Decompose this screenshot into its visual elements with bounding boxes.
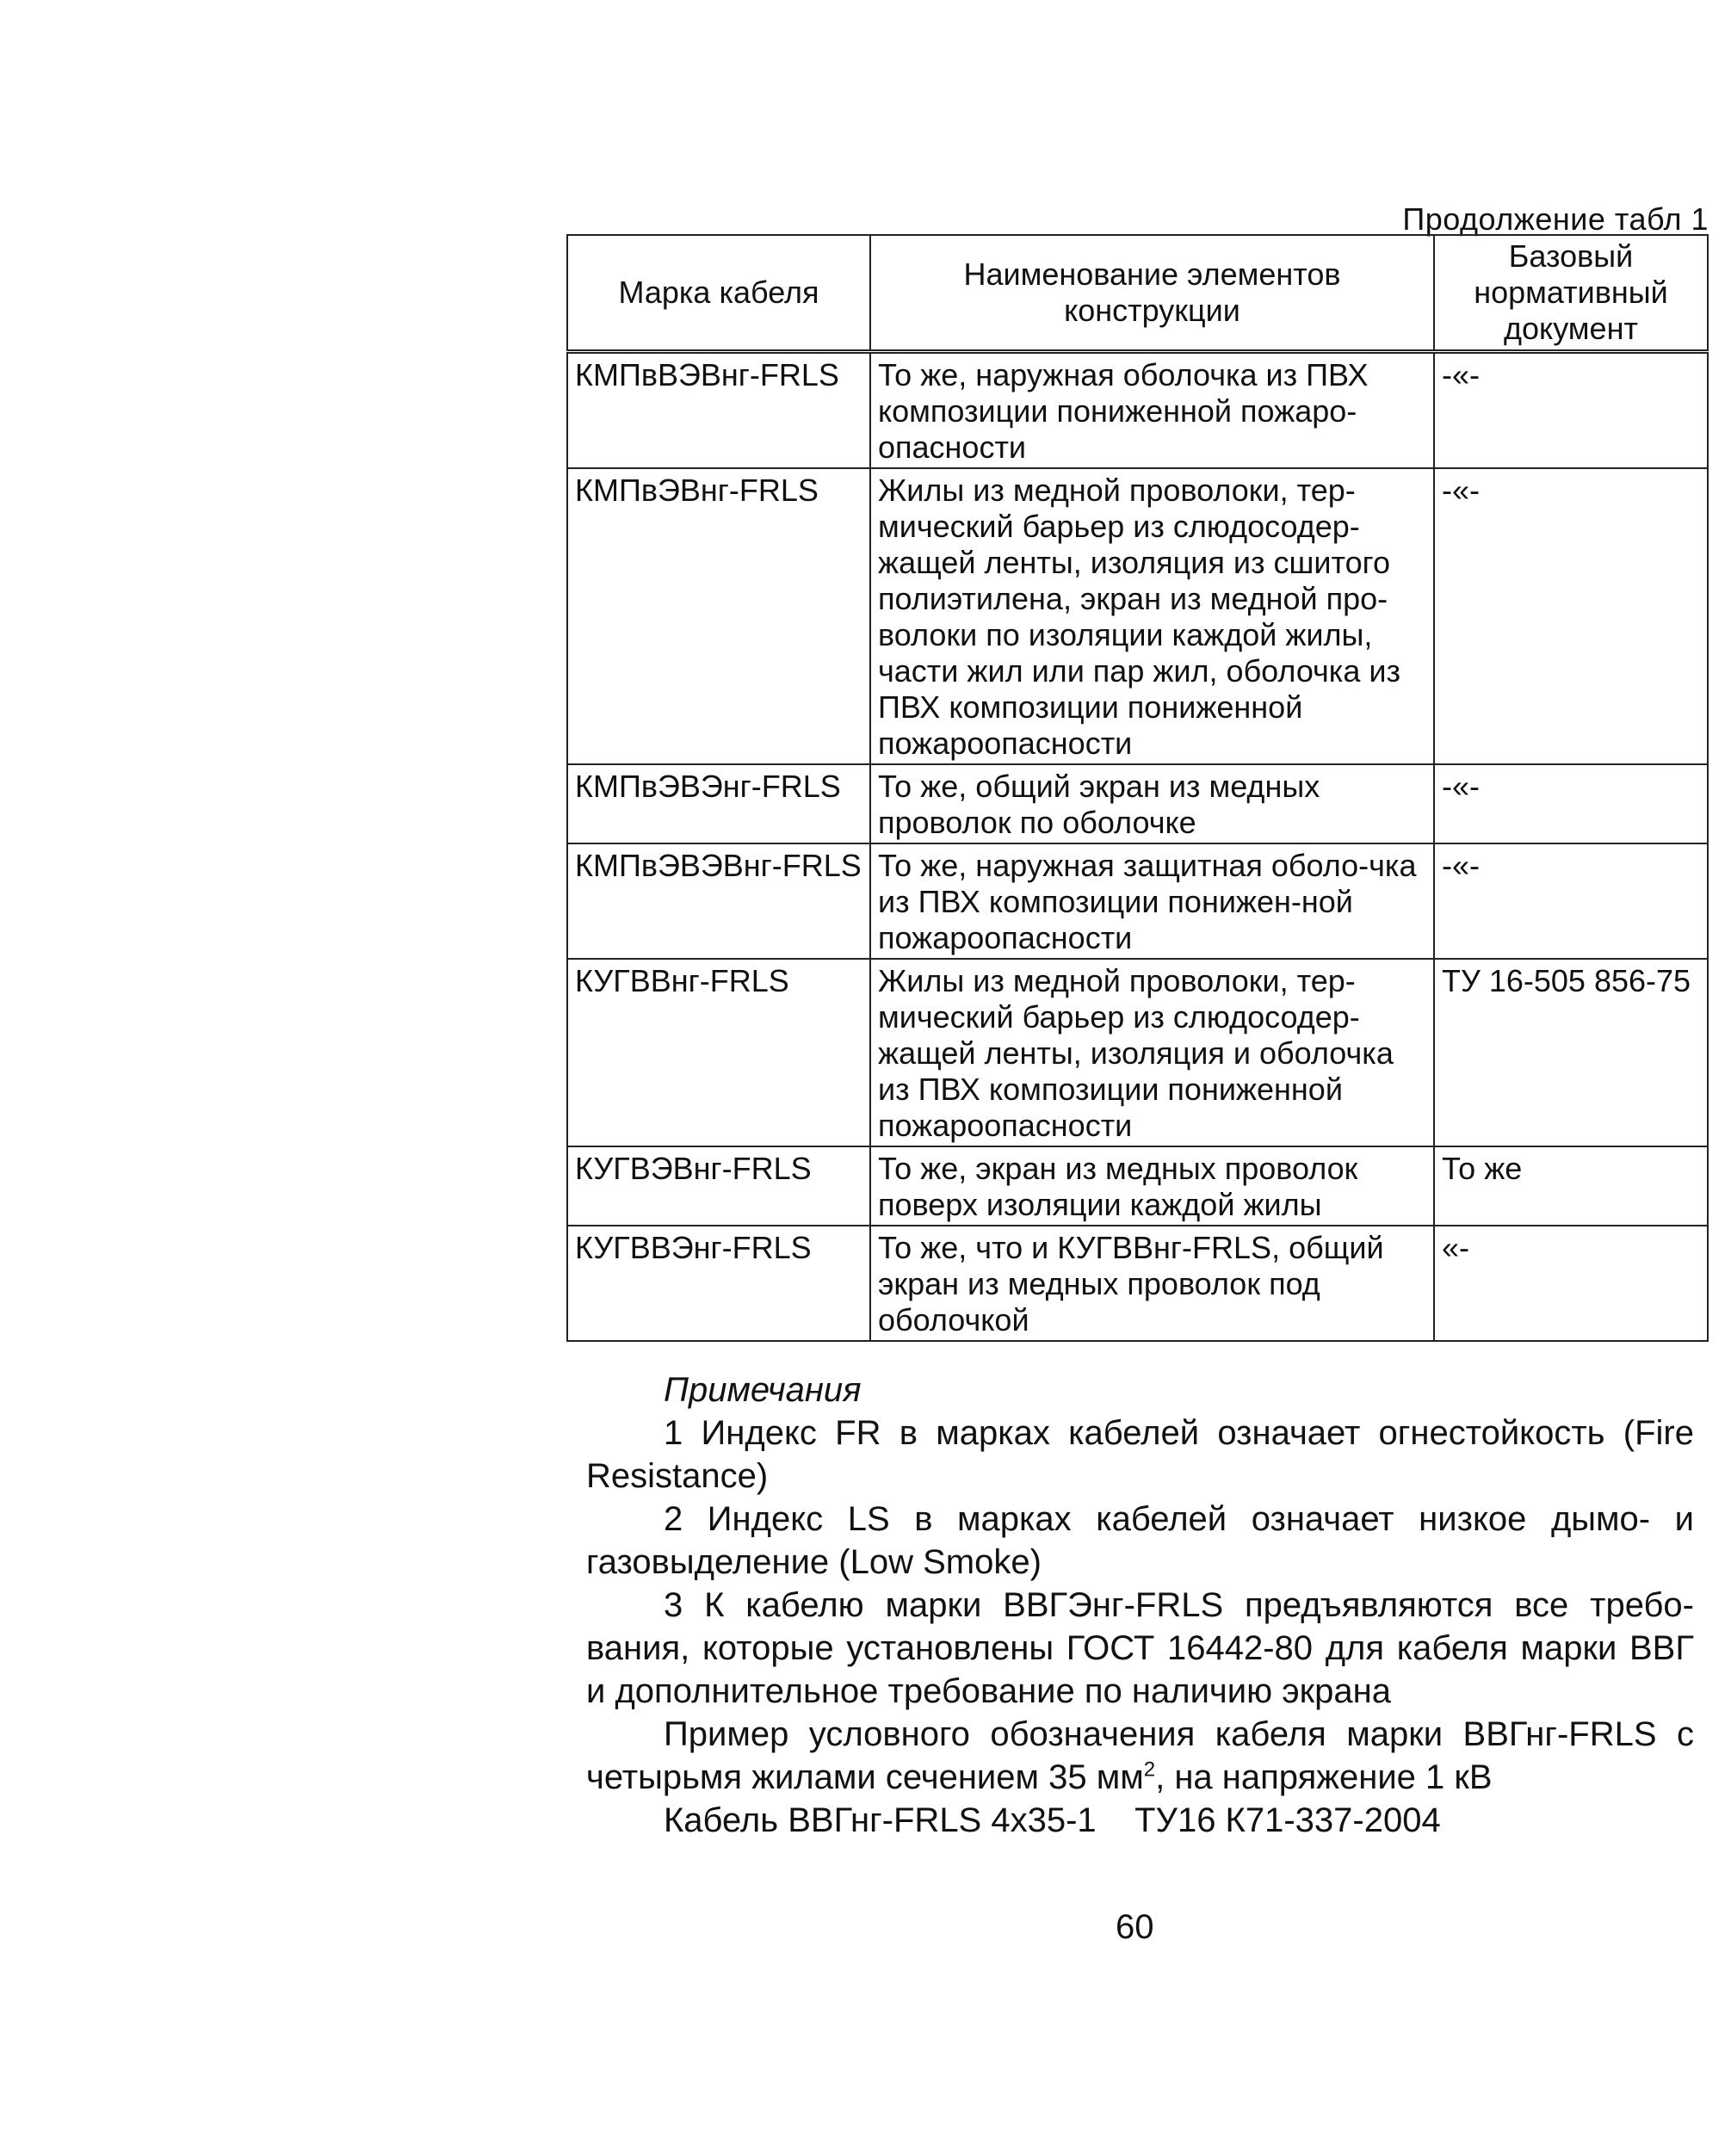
header-construction-elements: Наименование элементов конструкции: [870, 235, 1434, 352]
header-base-document: Базовый нормативный документ: [1434, 235, 1708, 352]
cell-description: То же, наружная оболочка из ПВХ композиции пониженной пожаро-опасности: [870, 352, 1434, 469]
note-item-3: 3 К кабелю марки ВВГЭнг-FRLS предъявляются все требо-вания, которые установлены ГОСТ 16442-80 для кабеля марки ВВГ и дополнительное требование по наличию экрана: [586, 1586, 1694, 1710]
cell-cable-mark: КУГВВЭнг-FRLS: [567, 1226, 870, 1341]
page-number: 60: [1116, 1908, 1154, 1946]
cell-cable-mark: КМПвВЭВнг-FRLS: [567, 352, 870, 469]
table-row: [567, 1146, 1708, 1226]
cell-document: -«-: [1434, 764, 1708, 843]
header-cable-mark: Марка кабеля: [567, 235, 870, 352]
cell-cable-mark: КМПвЭВнг-FRLS: [567, 468, 870, 764]
cell-document: «-: [1434, 1226, 1708, 1341]
notes-heading: Примечания: [664, 1371, 862, 1409]
cable-table: [566, 234, 1709, 1342]
cell-description: Жилы из медной проволоки, тер-мический барьер из слюдосодер-жащей ленты, изоляция и оболочка из ПВХ композиции пониженной пожароопасности: [870, 959, 1434, 1146]
cell-cable-mark: КМПвЭВЭнг-FRLS: [567, 764, 870, 843]
cell-document: То же: [1434, 1146, 1708, 1226]
designation-example-text: Пример условного обозначения кабеля марки ВВГнг-FRLS с четырьмя жилами сечением 35 мм: [586, 1715, 1694, 1796]
superscript-2: 2: [1143, 1758, 1156, 1782]
notes-section: [586, 1368, 1694, 1842]
cell-cable-mark: КМПвЭВЭВнг-FRLS: [567, 843, 870, 959]
cell-document: -«-: [1434, 843, 1708, 959]
cell-document: ТУ 16-505 856-75: [1434, 959, 1708, 1146]
table-header-row: [567, 235, 1708, 352]
cell-cable-mark: КУГВЭВнг-FRLS: [567, 1146, 870, 1226]
table-row: [567, 959, 1708, 1146]
cell-description: То же, экран из медных проволок поверх изоляции каждой жилы: [870, 1146, 1434, 1226]
table-row: [567, 352, 1708, 469]
cell-description: Жилы из медной проволоки, тер-мический барьер из слюдосодер-жащей ленты, изоляция из сшитого полиэтилена, экран из медной про-волоки по изоляции каждой жилы, части жил или пар жил, оболочка из ПВХ композиции пониженной пожароопасности: [870, 468, 1434, 764]
table-continuation-caption: Продолжение табл 1: [1402, 201, 1709, 237]
cell-description: То же, общий экран из медных проволок по оболочке: [870, 764, 1434, 843]
cell-description: То же, что и КУГВВнг-FRLS, общий экран из медных проволок под оболочкой: [870, 1226, 1434, 1341]
note-item-2: 2 Индекс LS в марках кабелей означает низкое дымо- и газовыделение (Low Smoke): [586, 1500, 1694, 1581]
table-row: [567, 1226, 1708, 1341]
cable-designation: Кабель ВВГнг-FRLS 4х35-1 ТУ16 К71-337-2004: [664, 1801, 1441, 1839]
table-row: [567, 843, 1708, 959]
cell-cable-mark: КУГВВнг-FRLS: [567, 959, 870, 1146]
cell-description: То же, наружная защитная оболо-чка из ПВХ композиции понижен-ной пожароопасности: [870, 843, 1434, 959]
table-row: [567, 764, 1708, 843]
cell-document: -«-: [1434, 352, 1708, 469]
designation-example-voltage: , на напряжение 1 кВ: [1155, 1758, 1493, 1796]
note-item-1: 1 Индекс FR в марках кабелей означает огнестойкость (Fire Resistance): [586, 1414, 1694, 1495]
cell-document: -«-: [1434, 468, 1708, 764]
designation-example: [586, 1713, 1694, 1799]
table-row: [567, 468, 1708, 764]
